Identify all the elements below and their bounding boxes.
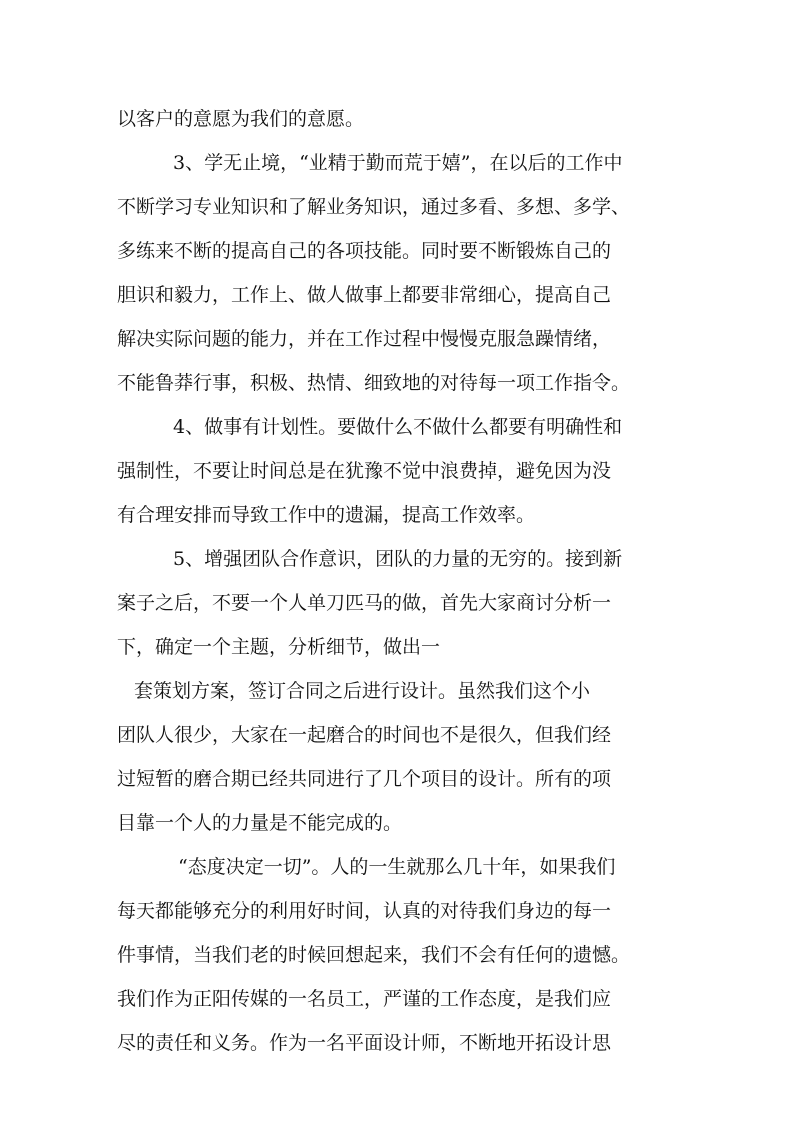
paragraph-line: 3、学无止境，“业精于勤而荒于嬉”，在以后的工作中: [173, 152, 623, 174]
paragraph-line: “态度决定一切”。人的一生就那么几十年，如果我们: [178, 856, 616, 878]
paragraph-line: 我们作为正阳传媒的一名员工，严谨的工作态度，是我们应: [117, 988, 612, 1010]
paragraph-line: 过短暂的磨合期已经共同进行了几个项目的设计。所有的项: [117, 768, 612, 790]
paragraph-line: 以客户的意愿为我们的意愿。: [117, 108, 365, 130]
paragraph-line: 不能鲁莽行事，积极、热情、细致地的对待每一项工作指令。: [117, 372, 631, 394]
paragraph-line: 不断学习专业知识和了解业务知识，通过多看、多想、多学、: [117, 196, 631, 218]
paragraph-line: 4、做事有计划性。要做什么不做什么都要有明确性和: [173, 416, 623, 438]
paragraph-line: 胆识和毅力，工作上、做人做事上都要非常细心，提高自己: [117, 284, 612, 306]
paragraph-line: 有合理安排而导致工作中的遗漏，提高工作效率。: [117, 504, 536, 526]
paragraph-line: 件事情，当我们老的时候回想起来，我们不会有任何的遗憾。: [117, 944, 631, 966]
paragraph-line: 团队人很少，大家在一起磨合的时间也不是很久，但我们经: [117, 724, 612, 746]
paragraph-line: 多练来不断的提高自己的各项技能。同时要不断锻炼自己的: [117, 240, 612, 262]
paragraph-line: 每天都能够充分的利用好时间，认真的对待我们身边的每一: [117, 900, 612, 922]
paragraph-line: 强制性，不要让时间总是在犹豫不觉中浪费掉，避免因为没: [117, 460, 612, 482]
paragraph-line: 套策划方案，签订合同之后进行设计。虽然我们这个小: [134, 680, 591, 702]
paragraph-line: 下，确定一个主题，分析细节，做出一: [117, 636, 441, 658]
paragraph-line: 解决实际问题的能力，并在工作过程中慢慢克服急躁情绪，: [117, 328, 612, 350]
paragraph-line: 5、增强团队合作意识，团队的力量的无穷的。接到新: [173, 548, 623, 570]
paragraph-line: 尽的责任和义务。作为一名平面设计师，不断地开拓设计思: [117, 1032, 612, 1054]
paragraph-line: 目靠一个人的力量是不能完成的。: [117, 812, 403, 834]
paragraph-line: 案子之后，不要一个人单刀匹马的做，首先大家商讨分析一: [117, 592, 612, 614]
